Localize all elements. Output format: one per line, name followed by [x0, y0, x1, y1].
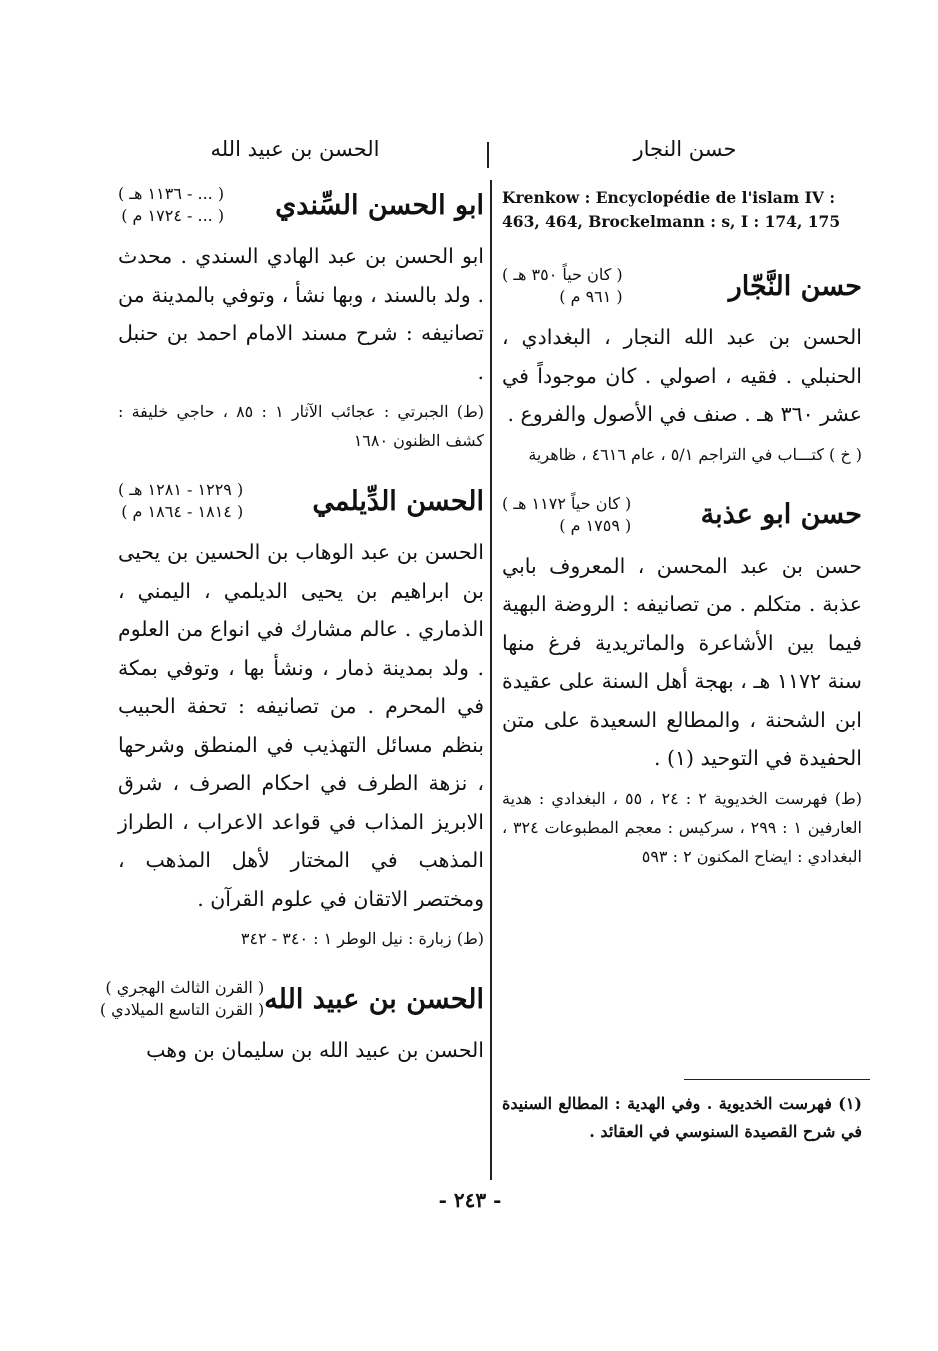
entry-heading — [502, 264, 862, 308]
entry-dates — [118, 479, 243, 523]
dates-hijri: ( القرن الثالث الهجري ) — [105, 978, 265, 997]
entry-sources: ( خ ) كتـــاب في التراجم ٥/١ ، عام ٤٦١٦ ، ظاهرية — [528, 444, 862, 464]
dates-gregorian: ( القرن التاسع الميلادي ) — [99, 1000, 265, 1019]
footnote: (١) فهرست الخديوية . وفي الهدية : المطالع السنيدة في شرح القصيدة السنوسي في العقائد . — [502, 1094, 862, 1141]
entry-body: الحسن بن عبد الله النجار ، البغدادي ، الحنبلي . فقيه ، اصولي . كان موجوداً في عشر ٣٦٠ هـ . صنف في الأصول والفروع . — [502, 325, 862, 426]
entry-heading — [99, 977, 484, 1021]
latin-reference: Krenkow : Encyclopédie de l'islam IV : 463, 464, Brockelmann : s, I : 174, 175 — [502, 188, 841, 231]
entry-body: الحسن بن عبد الوهاب بن الحسين بن يحيى بن ابراهيم بن يحيى الديلمي ، اليمني ، الذماري . عالم مشارك في انواع من العلوم . ولد بمدينة ذمار ، ونشأ بها ، وتوفي بمكة في المحرم . من تصانيفه : تحفة الحبيب بنظم مسائل التهذيب في المنطق وشرحها ، نزهة الطرف في احكام الصرف ، شرق الابريز المذاب في قواعد الاعراب ، الطراز المذهب في المختار لأهل المذهب ، ومختصر الاتقان في علوم القرآن . — [118, 540, 484, 911]
entry-dates — [100, 977, 264, 1021]
dates-gregorian: ( ١٧٥٩ م ) — [559, 515, 632, 535]
entry-name: حسن ابو عذبة — [700, 499, 862, 530]
dates-hijri: ( ١٢٢٩ - ١٢٨١ هـ ) — [118, 480, 244, 499]
entry-name: حسن النَّجّار — [728, 270, 862, 302]
dates-gregorian: ( ٩٦١ م ) — [559, 287, 623, 306]
left-column — [99, 183, 485, 1070]
entry-sources: (ط) زبارة : نيل الوطر ١ : ٣٤٠ - ٣٤٢ — [240, 929, 484, 948]
running-header-left: الحسن بن عبيد الله — [210, 137, 380, 161]
dates-gregorian: ( ... - ١٧٢٤ م ) — [121, 206, 225, 225]
entry-sources: (ط) الجبرتي : عجائب الآثار ١ : ٨٥ ، حاجي خليفة : كشف الظنون ١٦٨٠ — [118, 402, 485, 450]
right-column — [502, 186, 862, 871]
entry-dates — [118, 183, 224, 227]
entry-body: ابو الحسن بن عبد الهادي السندي . محدث . ولد بالسند ، وبها نشأ ، وتوفي بالمدينة من تصانيفه : شرح مسند الامام احمد بن حنبل . — [118, 244, 484, 384]
entry-dates — [502, 264, 623, 308]
entry-dates — [502, 493, 631, 537]
entry-name: الحسن الدِّيلمي — [312, 485, 484, 517]
dates-hijri: ( ... - ١١٣٦ هـ ) — [118, 184, 225, 203]
entry-heading — [118, 479, 484, 523]
header-divider — [487, 142, 489, 168]
running-header-right: حسن النجار — [633, 137, 737, 161]
entry-body: حسن بن عبد المحسن ، المعروف بابي عذبة . متكلم . من تصانيفه : الروضة البهية فيما بين الأشاعرة والماتريدية فرغ منها سنة ١١٧٢ هـ ، بهجة أهل السنة على عقيدة ابن الشحنة ، والمطالع السعيدة على متن الحفيدة في التوحيد (١) . — [502, 553, 862, 770]
entry-name: ابو الحسن السِّندي — [275, 189, 484, 221]
dates-gregorian: ( ١٨١٤ - ١٨٦٤ م ) — [121, 502, 244, 521]
entry-heading — [502, 493, 862, 537]
dates-hijri: ( كان حياً ٣٥٠ هـ ) — [502, 265, 623, 284]
column-divider — [490, 180, 492, 1180]
entry-body: الحسن بن عبيد الله بن سليمان بن وهب — [146, 1038, 484, 1062]
page-number: - ٢٤٣ - — [438, 1188, 502, 1212]
entry-heading — [118, 183, 484, 227]
entry-sources: (ط) فهرست الخديوية ٢ : ٢٤ ، ٥٥ ، البغدادي : هدية العارفين ١ : ٢٩٩ ، سركيس : معجم المطبوعات ٣٢٤ ، البغدادي : ايضاح المكنون ٢ : ٥٩٣ — [502, 788, 863, 866]
dates-hijri: ( كان حياً ١١٧٢ هـ ) — [502, 493, 632, 513]
footnote-rule — [684, 1079, 870, 1080]
entry-name: الحسن بن عبيد الله — [264, 983, 484, 1015]
